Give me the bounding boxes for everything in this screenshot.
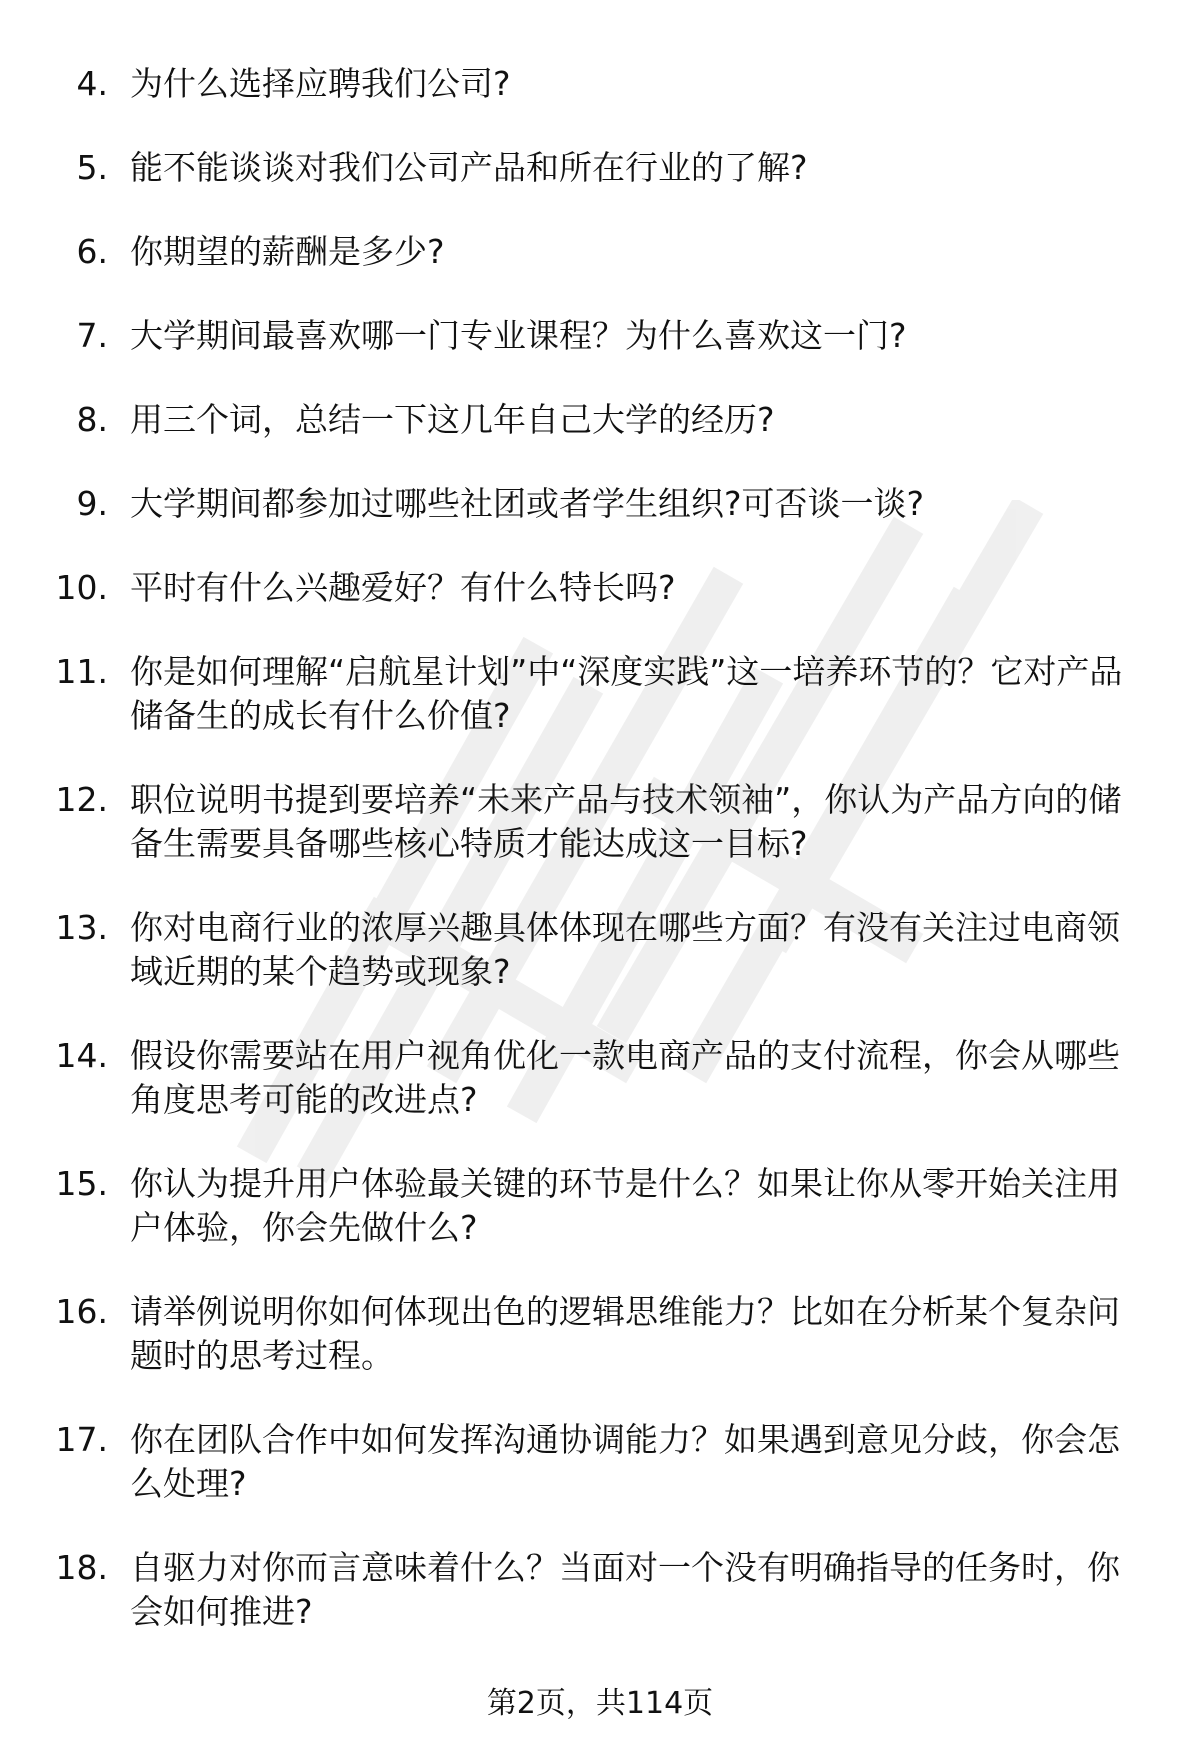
question-number: 15. [55,1164,108,1203]
list-item [0,1546,1200,1634]
list-item [0,1418,1200,1506]
list-item [0,1290,1200,1378]
question-text: 大学期间都参加过哪些社团或者学生组织?可否谈一谈? [130,484,925,523]
question-number: 13. [55,908,108,947]
list-item [0,778,1200,866]
question-text: 请举例说明你如何体现出色的逻辑思维能力？比如在分析某个复杂问题时的思考过程。 [130,1292,1120,1375]
question-text: 职位说明书提到要培养“未来产品与技术领袖”，你认为产品方向的储备生需要具备哪些核心特质才能达成这一目标? [130,780,1122,863]
list-item [0,650,1200,738]
page-number-footer: 第2页，共114页 [486,1686,714,1721]
list-item [0,146,1200,190]
question-text: 平时有什么兴趣爱好？有什么特长吗? [130,568,676,607]
question-text: 能不能谈谈对我们公司产品和所在行业的了解? [130,148,808,187]
question-number: 17. [55,1420,108,1459]
question-number: 4. [76,64,108,103]
list-item [0,906,1200,994]
question-text: 假设你需要站在用户视角优化一款电商产品的支付流程，你会从哪些角度思考可能的改进点? [130,1036,1120,1119]
question-number: 5. [76,148,108,187]
question-number: 9. [76,484,108,523]
question-text: 自驱力对你而言意味着什么？当面对一个没有明确指导的任务时，你会如何推进? [130,1548,1120,1631]
question-number: 16. [55,1292,108,1331]
question-number: 8. [76,400,108,439]
question-text: 你在团队合作中如何发挥沟通协调能力？如果遇到意见分歧，你会怎么处理? [130,1420,1120,1503]
question-text: 为什么选择应聘我们公司? [130,64,511,103]
question-text: 你是如何理解“启航星计划”中“深度实践”这一培养环节的？它对产品储备生的成长有什么价值? [130,652,1123,735]
question-text: 大学期间最喜欢哪一门专业课程？为什么喜欢这一门? [130,316,907,355]
question-text: 你期望的薪酬是多少? [130,232,445,271]
list-item [0,314,1200,358]
question-number: 10. [55,568,108,607]
list-item [0,1162,1200,1250]
question-number: 7. [76,316,108,355]
list-item [0,398,1200,442]
list-item [0,62,1200,106]
question-number: 6. [76,232,108,271]
question-number: 11. [55,652,108,691]
question-number: 18. [55,1548,108,1587]
list-item [0,566,1200,610]
question-list [0,62,1200,1674]
question-number: 12. [55,780,108,819]
list-item [0,230,1200,274]
list-item [0,482,1200,526]
question-text: 你认为提升用户体验最关键的环节是什么？如果让你从零开始关注用户体验，你会先做什么? [130,1164,1120,1247]
question-text: 你对电商行业的浓厚兴趣具体体现在哪些方面？有没有关注过电商领域近期的某个趋势或现象? [130,908,1120,991]
list-item [0,1034,1200,1122]
question-text: 用三个词，总结一下这几年自己大学的经历? [130,400,775,439]
question-number: 14. [55,1036,108,1075]
